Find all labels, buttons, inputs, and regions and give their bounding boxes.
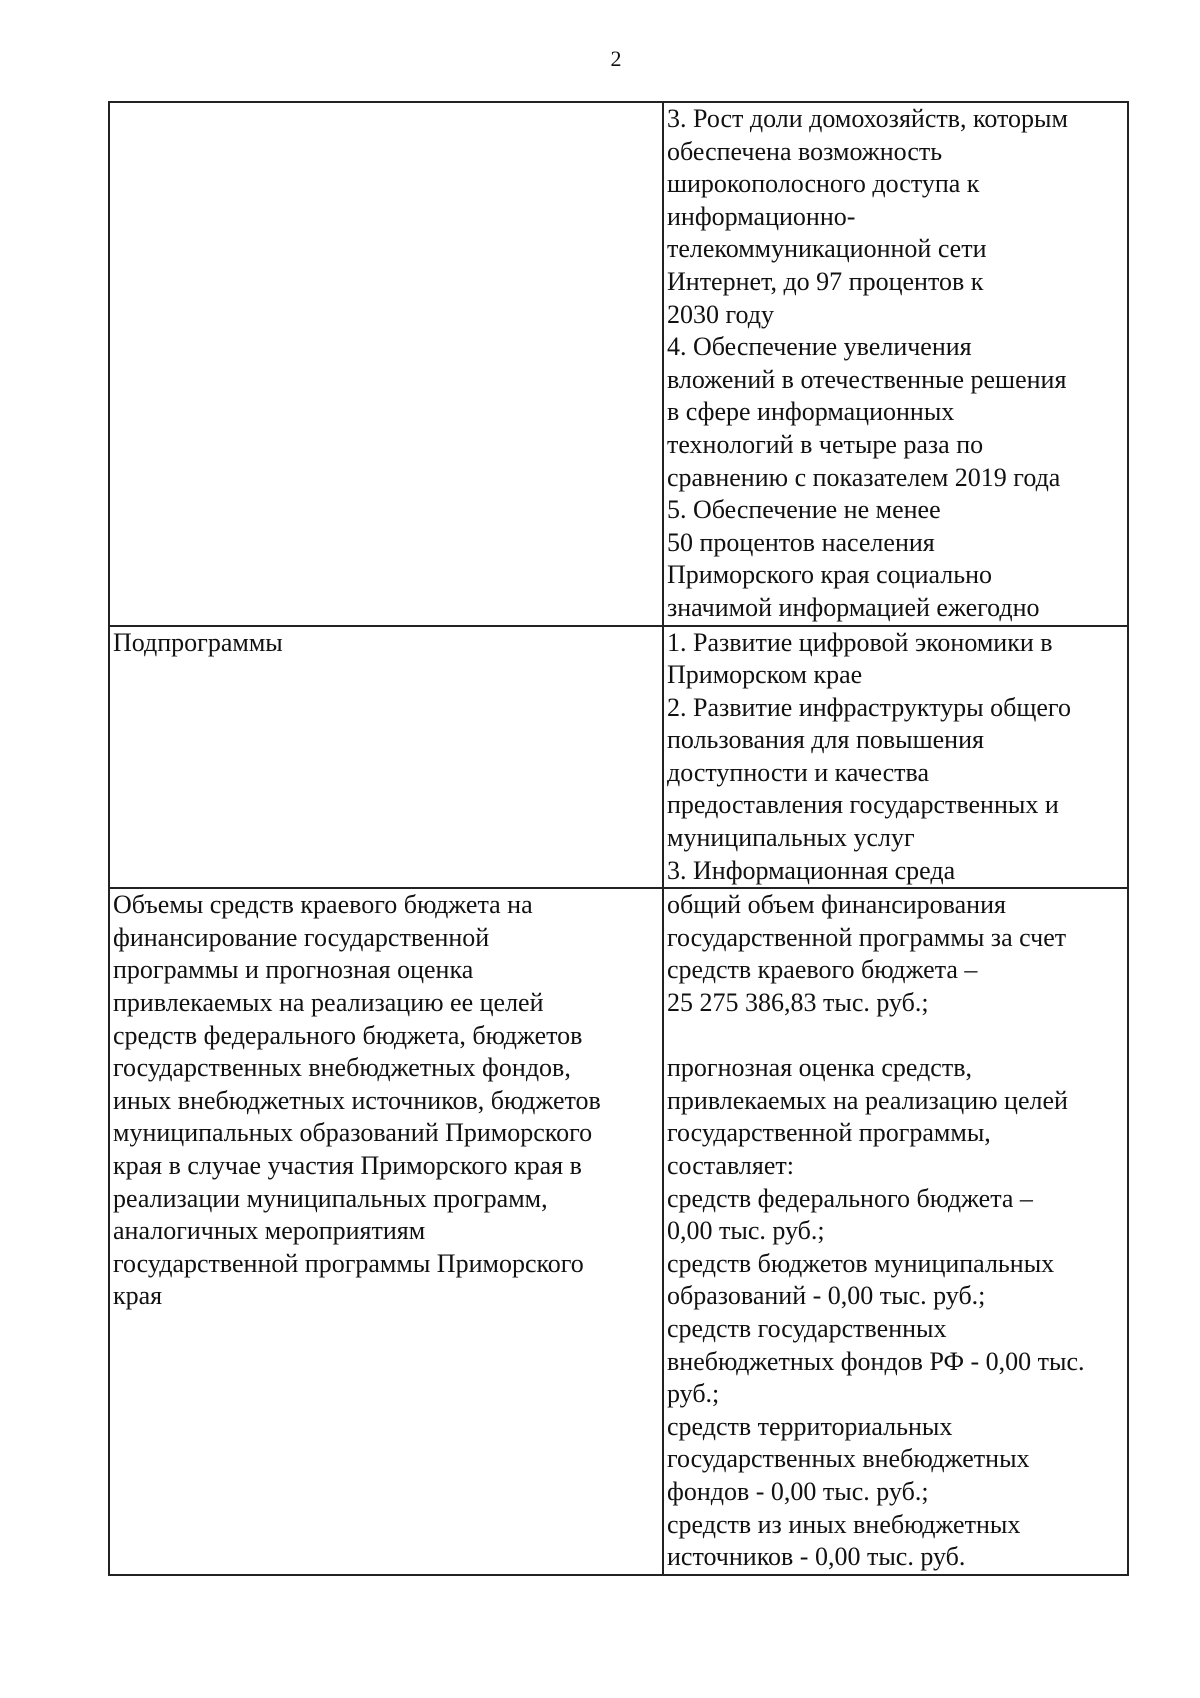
subprograms-label [109,626,663,889]
text-line [667,1020,1125,1053]
table-row-funding [109,888,1128,1574]
text-line: средств государственных [667,1313,947,1343]
text-line: средств федерального бюджета, бюджетов [113,1020,583,1050]
text-line: 25 275 386,83 тыс. руб.; [667,988,929,1018]
text-line: телекоммуникационной сети [667,234,987,264]
text-line: широкополосного доступа к [667,169,980,199]
text-line: источников - 0,00 тыс. руб. [667,1542,966,1572]
text-line: привлекаемых на реализацию ее целей [113,988,544,1018]
text-line: прогнозная оценка средств, [667,1053,972,1083]
text-line: средств бюджетов муниципальных [667,1248,1055,1278]
text-line: Интернет, до 97 процентов к [667,266,984,296]
text-line: внебюджетных фондов РФ - 0,00 тыс. [667,1346,1085,1376]
text-line: 50 процентов населения [667,527,935,557]
text-line: 3. Информационная среда [667,855,956,885]
text-line: Приморского края социально [667,560,993,590]
text-line: государственной программы Приморского [113,1248,584,1278]
text-line: программы и прогнозная оценка [113,955,474,985]
text-line: технологий в четыре раза по [667,429,984,459]
text-line: Подпрограммы [113,627,283,657]
text-line: аналогичных мероприятиям [113,1216,426,1246]
row-label-empty [109,102,663,626]
table-row-subprograms [109,626,1128,889]
text-line: привлекаемых на реализацию целей [667,1085,1068,1115]
text-line: иных внебюджетных источников, бюджетов [113,1085,601,1115]
text-line: 4. Обеспечение увеличения [667,332,972,362]
text-line: государственных внебюджетных фондов, [113,1053,571,1083]
text-line: составляет: [667,1151,794,1180]
text-line: средств из иных внебюджетных [667,1509,1021,1539]
text-line: муниципальных услуг [667,823,915,853]
text-line: реализации муниципальных программ, [113,1183,548,1213]
text-line: края [113,1281,163,1311]
text-line: вложений в отечественные решения [667,364,1067,394]
text-line: 5. Обеспечение не менее [667,495,941,525]
text-line: края в случае участия Приморского края в [113,1151,582,1180]
subprograms-list [663,626,1128,889]
text-line: общий объем финансирования [667,890,1006,920]
text-line: 2030 году [667,299,774,329]
text-line: 2. Развитие инфраструктуры общего [667,692,1071,722]
program-passport-table [108,101,1129,1576]
text-line: информационно- [667,201,856,231]
text-line: доступности и качества [667,757,930,787]
page-number: 2 [610,46,622,71]
text-line: обеспечена возможность [667,136,943,166]
funding-values [663,888,1128,1574]
text-line: 3. Рост доли домохозяйств, которым [667,104,1068,133]
text-line: 1. Развитие цифровой экономики в [667,627,1053,657]
text-line: средств краевого бюджета – [667,955,978,985]
text-line: государственной программы, [667,1118,991,1148]
text-line: Объемы средств краевого бюджета на [113,890,533,920]
text-line: государственной программы за счет [667,922,1067,952]
text-line: финансирование государственной [113,922,490,952]
text-line: средств федерального бюджета – [667,1183,1033,1213]
text-line: муниципальных образований Приморского [113,1118,593,1148]
text-line: фондов - 0,00 тыс. руб.; [667,1476,929,1506]
text-line: руб.; [667,1379,720,1409]
text-line: в сфере информационных [667,397,955,427]
targets-cell [663,102,1128,626]
text-line: значимой информацией ежегодно [667,592,1040,622]
text-line: средств территориальных [667,1411,953,1441]
text-line: 0,00 тыс. руб.; [667,1216,825,1246]
table-row-targets [109,102,1128,626]
text-line: Приморском крае [667,660,863,690]
text-line: предоставления государственных и [667,790,1059,820]
text-line: пользования для повышения [667,725,984,755]
text-line: сравнению с показателем 2019 года [667,462,1061,492]
funding-label [109,888,663,1574]
text-line: государственных внебюджетных [667,1444,1030,1474]
text-line: образований - 0,00 тыс. руб.; [667,1281,986,1311]
